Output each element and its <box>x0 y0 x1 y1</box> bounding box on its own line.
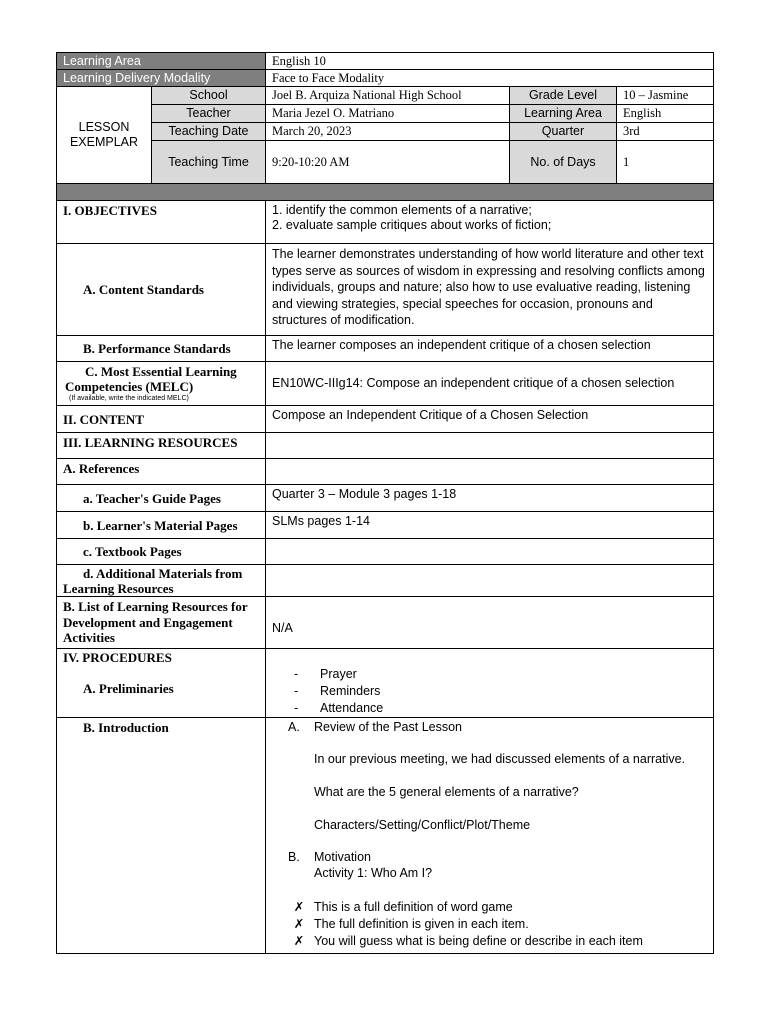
intro-b-title: Motivation <box>314 850 371 864</box>
melc-value: EN10WC-IIIg14: Compose an independent critique of a chosen selection <box>266 362 714 406</box>
intro-a-p1: In our previous meeting, we had discussed elements of a narrative. <box>314 752 686 766</box>
teacher-label: Teacher <box>152 105 266 123</box>
subject-area-label: Learning Area <box>510 105 617 123</box>
content-heading: II. CONTENT <box>57 406 266 433</box>
teachers-guide-label: a. Teacher's Guide Pages <box>57 485 266 512</box>
introduction-cell <box>266 718 714 954</box>
list-item: - Prayer <box>294 666 707 683</box>
intro-a-p3: Characters/Setting/Conflict/Plot/Theme <box>314 818 531 832</box>
objectives-heading: I. OBJECTIVES <box>57 201 266 244</box>
quarter-value: 3rd <box>617 123 714 141</box>
days-label: No. of Days <box>510 141 617 184</box>
list-item: - Reminders <box>294 683 707 700</box>
main-table <box>56 200 714 954</box>
learning-resources-value <box>266 433 714 459</box>
list-resources-value: N/A <box>266 597 714 649</box>
x-item-text: This is a full definition of word game <box>314 900 513 914</box>
melc-note: (If available, write the indicated MELC) <box>69 395 189 402</box>
content-standards-label: A. Content Standards <box>57 244 266 336</box>
grade-level-label: Grade Level <box>510 87 617 105</box>
subject-area-value: English <box>617 105 714 123</box>
objective-1: 1. identify the common elements of a narrative; <box>272 203 532 217</box>
teaching-date-value: March 20, 2023 <box>266 123 510 141</box>
x-mark-icon: ✗ <box>293 900 305 914</box>
preliminaries-cell <box>266 649 714 718</box>
teaching-time-label: Teaching Time <box>152 141 266 184</box>
modality-label: Learning Delivery Modality <box>57 70 266 87</box>
quarter-label: Quarter <box>510 123 617 141</box>
intro-a-title: Review of the Past Lesson <box>314 720 462 734</box>
additional-materials-value <box>266 565 714 597</box>
intro-a-p2: What are the 5 general elements of a narrative? <box>314 785 579 799</box>
procedures-heading: IV. PROCEDURES <box>63 650 172 665</box>
melc-cell <box>57 362 266 406</box>
teacher-value: Maria Jezel O. Matriano <box>266 105 510 123</box>
intro-a-marker: A. <box>288 720 300 734</box>
learning-area-value: English 10 <box>266 53 714 70</box>
intro-b-marker: B. <box>288 850 300 864</box>
additional-materials-label: d. Additional Materials from Learning Resources <box>57 565 266 597</box>
list-item <box>288 900 709 917</box>
teachers-guide-value: Quarter 3 – Module 3 pages 1-18 <box>266 485 714 512</box>
x-list <box>288 900 709 951</box>
x-item-text: You will guess what is being define or describe in each item <box>314 934 643 948</box>
grade-level-value: 10 – Jasmine <box>617 87 714 105</box>
teaching-date-label: Teaching Date <box>152 123 266 141</box>
section-divider <box>57 184 714 201</box>
introduction-label: B. Introduction <box>57 718 266 954</box>
preliminaries-list <box>272 666 707 717</box>
performance-standards-value: The learner composes an independent critique of a chosen selection <box>266 336 714 362</box>
intro-a-row <box>288 720 709 736</box>
days-value: 1 <box>617 141 714 184</box>
header-table <box>56 52 714 201</box>
procedures-cell <box>57 649 266 718</box>
school-label: School <box>152 87 266 105</box>
objectives-list <box>266 201 714 244</box>
lesson-exemplar-label: LESSON EXEMPLAR <box>57 87 152 184</box>
modality-value: Face to Face Modality <box>266 70 714 87</box>
content-standards-value: The learner demonstrates understanding of how world literature and other text types serve as sources of wisdom in expressing and resolving conflicts among individuals, groups and nature; also how to use evaluative reading, listening and viewing strategies, special speeches for occasion, pronouns and structures of modification. <box>266 244 714 336</box>
intro-b-activity: Activity 1: Who Am I? <box>314 866 433 880</box>
references-value <box>266 459 714 485</box>
learners-material-label: b. Learner's Material Pages <box>57 512 266 539</box>
x-mark-icon: ✗ <box>293 917 305 931</box>
preliminaries-label: A. Preliminaries <box>83 681 174 696</box>
objective-2: 2. evaluate sample critiques about works of fiction; <box>272 218 552 232</box>
content-value: Compose an Independent Critique of a Chosen Selection <box>266 406 714 433</box>
list-item <box>288 917 709 934</box>
x-mark-icon: ✗ <box>293 934 305 948</box>
learning-area-label: Learning Area <box>57 53 266 70</box>
textbook-pages-value <box>266 539 714 565</box>
teaching-time-value: 9:20-10:20 AM <box>266 141 510 184</box>
performance-standards-label: B. Performance Standards <box>57 336 266 362</box>
intro-b-row <box>288 850 709 866</box>
learners-material-value: SLMs pages 1-14 <box>266 512 714 539</box>
school-value: Joel B. Arquiza National High School <box>266 87 510 105</box>
list-item <box>288 934 709 951</box>
x-item-text: The full definition is given in each item. <box>314 917 529 931</box>
learning-resources-heading: III. LEARNING RESOURCES <box>57 433 266 459</box>
textbook-pages-label: c. Textbook Pages <box>57 539 266 565</box>
list-item: - Attendance <box>294 700 707 717</box>
references-label: A. References <box>57 459 266 485</box>
list-resources-label: B. List of Learning Resources for Development and Engagement Activities <box>57 597 266 649</box>
melc-label: C. Most Essential Learning Competencies (MELC) <box>65 364 237 394</box>
